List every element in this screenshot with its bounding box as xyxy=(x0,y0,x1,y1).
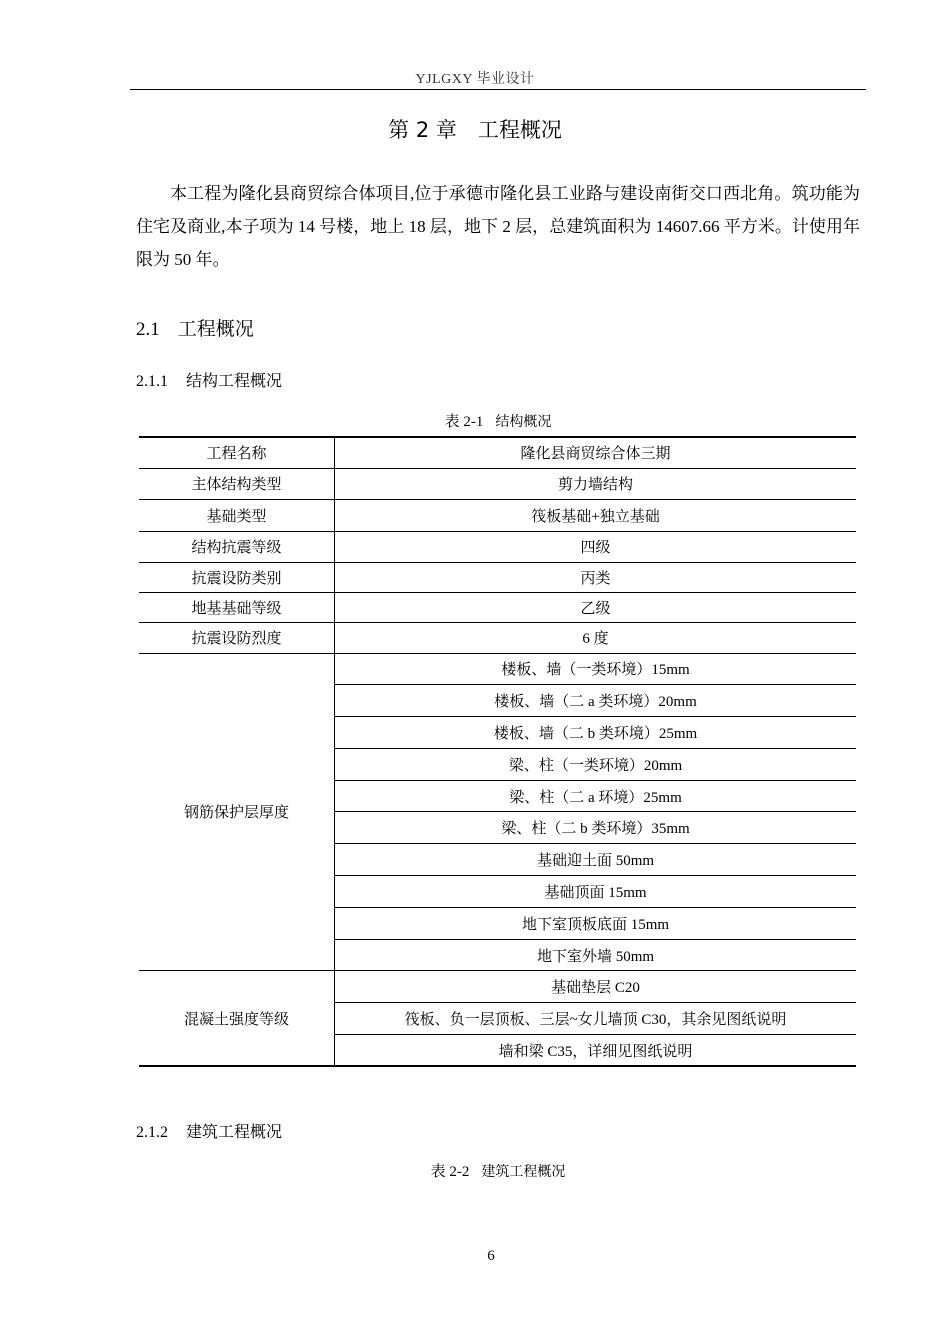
section-2-1-heading xyxy=(136,314,254,341)
group-value: 楼板、墙（一类环境）15mm xyxy=(335,653,857,685)
section-number: 2.1.2 xyxy=(136,1124,168,1141)
intro-paragraph: 本工程为隆化县商贸综合体项目,位于承德市隆化县工业路与建设南街交口西北角。筑功能为住宅及商业,本子项为 14 号楼，地上 18 层，地下 2 层，总建筑面积为 14607.66 平方米。计使用年限为 50 年。 xyxy=(136,184,860,269)
row-label: 工程名称 xyxy=(139,437,335,468)
group-value: 梁、柱（二 b 类环境）35mm xyxy=(335,812,857,844)
section-number: 2.1 xyxy=(136,319,160,340)
chapter-title: 第 2 章 工程概况 xyxy=(388,118,562,142)
table-row xyxy=(139,653,856,685)
group-label: 钢筋保护层厚度 xyxy=(139,653,335,971)
table-2-caption xyxy=(0,1160,950,1181)
row-value: 筏板基础+独立基础 xyxy=(335,499,857,531)
row-value: 乙级 xyxy=(335,592,857,622)
section-2-1-2-heading xyxy=(136,1119,282,1142)
group-value: 筏板、负一层顶板、三层~女儿墙顶 C30，其余见图纸说明 xyxy=(335,1003,857,1035)
structure-overview-table xyxy=(139,436,856,1067)
page-header: YJLGXY 毕业设计 xyxy=(415,72,535,87)
page-number: 6 xyxy=(487,1248,495,1264)
group-value: 基础迎土面 50mm xyxy=(335,844,857,876)
group-value: 地下室顶板底面 15mm xyxy=(335,907,857,939)
table-row xyxy=(139,622,856,653)
table-row xyxy=(139,531,856,562)
section-number: 2.1.1 xyxy=(136,373,168,390)
group-value: 基础垫层 C20 xyxy=(335,971,857,1003)
row-value: 剪力墙结构 xyxy=(335,468,857,499)
group-label: 混凝土强度等级 xyxy=(139,971,335,1066)
section-2-1-1-heading xyxy=(136,368,282,391)
table-row xyxy=(139,592,856,622)
row-value: 隆化县商贸综合体三期 xyxy=(335,437,857,468)
caption-title: 结构概况 xyxy=(495,414,552,430)
table-row xyxy=(139,499,856,531)
group-value: 楼板、墙（二 b 类环境）25mm xyxy=(335,717,857,749)
caption-number: 表 2-1 xyxy=(444,414,484,430)
row-value: 丙类 xyxy=(335,562,857,592)
header-rule xyxy=(130,89,866,90)
table-row xyxy=(139,468,856,499)
row-label: 抗震设防类别 xyxy=(139,562,335,592)
table-row xyxy=(139,437,856,468)
table-row xyxy=(139,971,856,1003)
caption-number: 表 2-2 xyxy=(430,1164,470,1180)
group-value: 楼板、墙（二 a 类环境）20mm xyxy=(335,685,857,717)
table-row xyxy=(139,562,856,592)
group-value: 墙和梁 C35，详细见图纸说明 xyxy=(498,1043,693,1060)
section-title: 结构工程概况 xyxy=(186,371,283,390)
row-label: 结构抗震等级 xyxy=(139,531,335,562)
row-label: 抗震设防烈度 xyxy=(139,622,335,653)
row-value: 四级 xyxy=(335,531,857,562)
group-value: 梁、柱（二 a 环境）25mm xyxy=(335,780,857,812)
row-value: 6 度 xyxy=(335,622,857,653)
row-label: 基础类型 xyxy=(139,499,335,531)
caption-title: 建筑工程概况 xyxy=(481,1164,566,1180)
group-value: 地下室外墙 50mm xyxy=(335,939,857,971)
row-label: 主体结构类型 xyxy=(139,468,335,499)
table-1-caption xyxy=(0,410,950,431)
row-label: 地基基础等级 xyxy=(139,592,335,622)
section-title: 工程概况 xyxy=(177,318,254,340)
group-value: 梁、柱（一类环境）20mm xyxy=(335,748,857,780)
group-value: 基础顶面 15mm xyxy=(335,876,857,908)
section-title: 建筑工程概况 xyxy=(186,1122,283,1141)
